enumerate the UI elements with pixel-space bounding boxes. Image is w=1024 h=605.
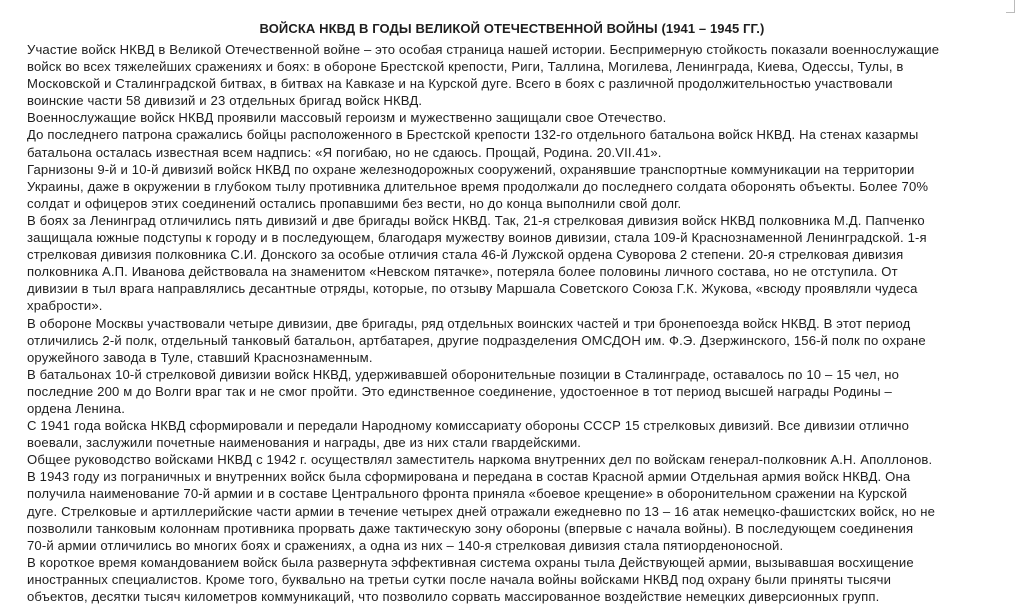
- text-line: последние 200 м до Волги враг так и не смог пройти. Это единственное соединение, удостоенное в тот период высшей награды Родины –: [27, 383, 892, 399]
- text-line: В обороне Москвы участвовали четыре дивизии, две бригады, ряд отдельных воинских частей и три бронепоезда войск НКВД. В этот период: [27, 315, 911, 331]
- text-line: позволили танковым колоннам противника прорвать даже тактическую зону обороны (впервые с начала войны). В последующем соединения: [27, 520, 914, 536]
- text-line: воинские части 58 дивизий и 23 отдельных бригад войск НКВД.: [27, 93, 423, 109]
- text-line: дуге. Стрелковые и артиллерийские части армии в течение четырех дней отражали ежедневно по 13 – 16 атак немецко-фашистских войск, но не: [27, 503, 936, 519]
- text-line: полковника А.П. Иванова действовала на знаменитом «Невском пятачке», потеряла более половины личного состава, но не отступила. От: [27, 264, 898, 280]
- text-line: стрелковая дивизия полковника С.И. Донского за особые отличия стала 46-й Лужской ордена Суворова 2 степени. 20-я стрелковая дивизия: [27, 247, 904, 263]
- text-line: Общее руководство войсками НКВД с 1942 г. осуществлял заместитель наркома внутренних дел по войскам генерал-полковник А.Н. Аполлонов.: [27, 452, 933, 468]
- text-line: воевали, заслужили почетные наименования и награды, две из них стали гвардейскими.: [27, 435, 582, 451]
- text-line: 70-й армии отличились во многих боях и сражениях, а одна из них – 140-я стрелковая дивизия стала пятиорденоносной.: [27, 537, 784, 553]
- text-line: Военнослужащие войск НКВД проявили массовый героизм и мужественно защищали свое Отечество.: [27, 110, 667, 126]
- text-line: Украины, даже в окружении в глубоком тылу противника длительное время продолжали до последнего солдата оборонять объекты. Более 70%: [27, 178, 929, 194]
- text-line: отличились 2-й полк, отдельный танковый батальон, артбатарея, другие подразделения ОМСДОН им. Ф.Э. Дзержинского, 156-й полк по охране: [27, 332, 926, 348]
- text-line: оружейного завода в Туле, ставший Краснознаменным.: [27, 349, 373, 365]
- text-line: солдат и офицеров этих соединений остались пропавшими без вести, но до конца выполнили свой долг.: [27, 195, 682, 211]
- text-line: В короткое время командованием войск была развернута эффективная система охраны тыла Действующей армии, вызывавшая восхищение: [27, 554, 914, 570]
- text-line: Участие войск НКВД в Великой Отечественной войне – это особая страница нашей истории. Беспримерную стойкость показали военнослужащие: [27, 42, 940, 57]
- text-line: иностранных специалистов. Кроме того, буквально на третьи сутки после начала войны войсками НКВД под охрану были приняты тысячи: [27, 571, 892, 587]
- text-line: В боях за Ленинград отличились пять дивизий и две бригады войск НКВД. Так, 21-я стрелковая дивизия войск НКВД полковника М.Д. Папченко: [27, 212, 925, 228]
- text-line: объектов, десятки тысяч километров коммуникаций, что позволило сорвать массированное воздействие немецких диверсионных групп.: [27, 589, 880, 604]
- text-line: храбрости».: [27, 298, 103, 314]
- text-line: До последнего патрона сражались бойцы расположенного в Брестской крепости 132-го отдельного батальона войск НКВД. На стенах казармы: [27, 127, 919, 143]
- document-body: [27, 41, 1017, 605]
- text-line: получила наименование 70-й армии и в составе Центрального фронта приняла «боевое крещение» в оборонительном сражении на Курской: [27, 486, 908, 502]
- text-line: Гарнизоны 9-й и 10-й дивизий войск НКВД по охране железнодорожных сооружений, охранявшие транспортные коммуникации на территории: [27, 161, 915, 177]
- text-line: защищала южные подступы к городу и в последующем, благодаря мужеству воинов дивизии, стала 109-й Краснознаменной Ленинградской. 1-я: [27, 230, 927, 246]
- text-line: Московской и Сталинградской битвах, в битвах на Кавказе и на Курской дуге. Всего в боях с различной продолжительностью участвовали: [27, 76, 893, 92]
- text-line: дивизии в тыл врага направлялись десантные отряды, которые, по отзыву Маршала Советского Союза Г.К. Жукова, «всюду проявляли чудеса: [27, 281, 918, 297]
- text-line: С 1941 года войска НКВД сформировали и передали Народному комиссариату обороны СССР 15 стрелковых дивизий. Все дивизии отлично: [27, 418, 910, 434]
- text-line: войск во всех тяжелейших сражениях и боях: в обороне Брестской крепости, Риги, Таллина, Могилева, Ленинграда, Киева, Одессы, Тулы, в: [27, 59, 904, 75]
- text-line: В батальонах 10-й стрелковой дивизии войск НКВД, удерживавшей оборонительные позиции в Сталинграде, оставалось по 10 – 15 чел, но: [27, 366, 900, 382]
- document-title: ВОЙСКА НКВД В ГОДЫ ВЕЛИКОЙ ОТЕЧЕСТВЕННОЙ ВОЙНЫ (1941 – 1945 ГГ.): [259, 21, 765, 36]
- text-line: батальона осталась известная всем надпись: «Я погибаю, но не сдаюсь. Прощай, Родина. 20.VII.41».: [27, 144, 662, 160]
- text-line: ордена Ленина.: [27, 400, 125, 416]
- text-line: В 1943 году из пограничных и внутренних войск была сформирована и передана в состав Красной армии Отдельная армия войск НКВД. Она: [27, 469, 911, 485]
- page-corner-mark: [1006, 0, 1015, 13]
